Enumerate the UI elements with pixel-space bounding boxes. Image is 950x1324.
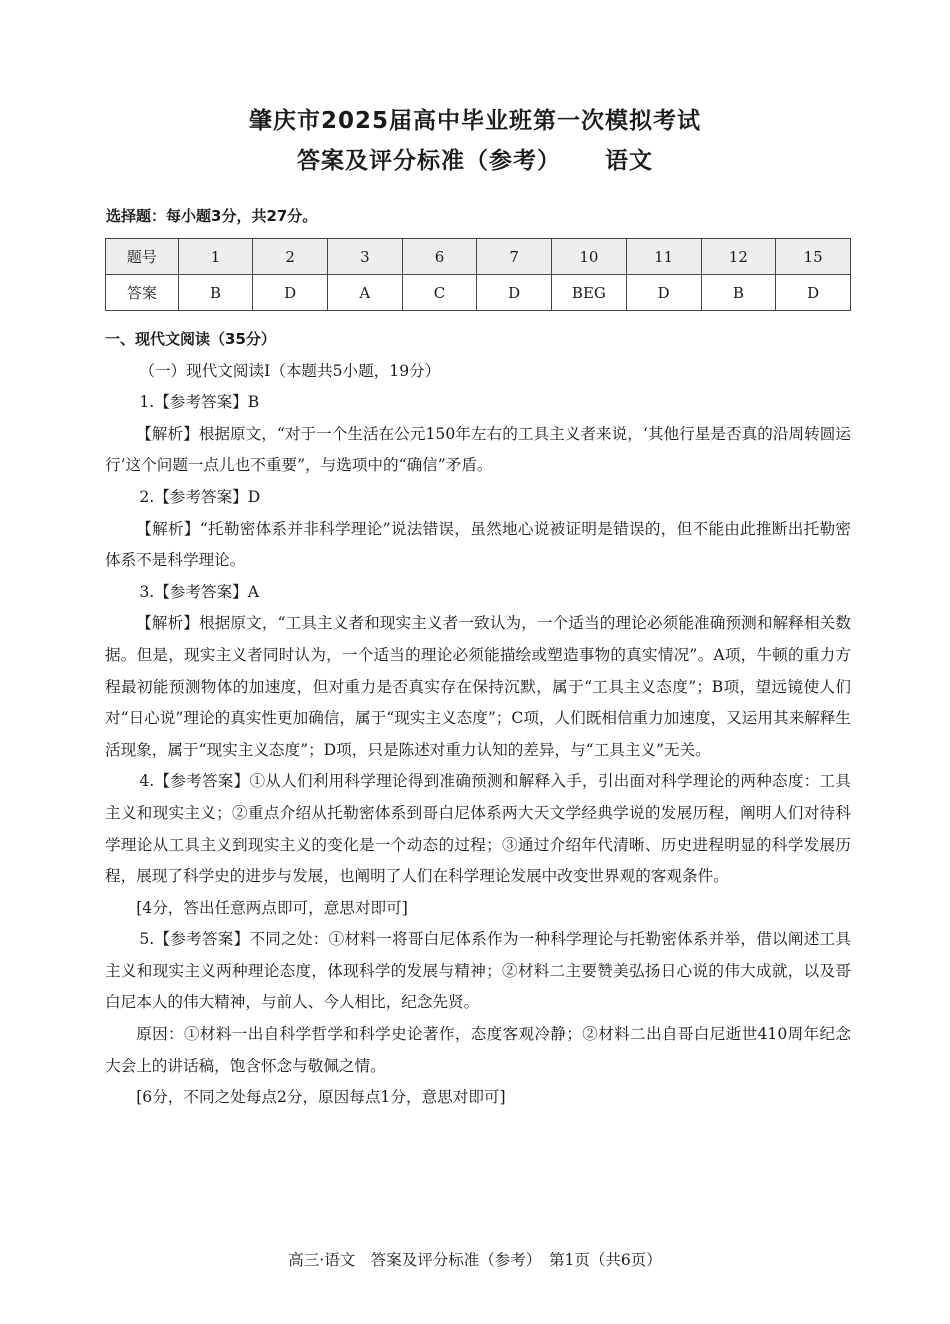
- q2-answer: 2.【参考答案】D: [139, 487, 261, 506]
- question-number-row: [106, 239, 851, 275]
- exam-title: 肇庆市2025届高中毕业班第一次模拟考试: [248, 108, 701, 134]
- question-number: 2: [253, 239, 328, 275]
- answer-row: [106, 275, 851, 311]
- answer-body: [105, 324, 851, 1114]
- question-number: 10: [552, 239, 627, 275]
- question-number: 6: [402, 239, 477, 275]
- subject-label: 语文: [605, 148, 653, 174]
- q3-answer: 3.【参考答案】A: [139, 582, 260, 601]
- answer-cell: D: [776, 275, 851, 311]
- q4-scoring: [4分，答出任意两点即可，意思对即可]: [136, 898, 408, 917]
- subtitle-text: 答案及评分标准（参考）: [297, 148, 561, 174]
- exam-subtitle: [0, 142, 950, 175]
- q2-analysis: 【解析】“托勒密体系并非科学理论”说法错误，虽然地心说被证明是错误的，但不能由此推断出托勒密体系不是科学理论。: [105, 519, 851, 570]
- row-label-answer: 答案: [106, 275, 179, 311]
- q5-scoring: [6分，不同之处每点2分，原因每点1分，意思对即可]: [136, 1088, 506, 1107]
- answer-cell: BEG: [552, 275, 627, 311]
- answer-cell: B: [178, 275, 253, 311]
- question-number: 7: [477, 239, 552, 275]
- q1-answer: 1.【参考答案】B: [139, 393, 260, 412]
- mcq-heading: 选择题：每小题3分，共27分。: [106, 207, 318, 225]
- question-number: 15: [776, 239, 851, 275]
- answer-cell: B: [701, 275, 776, 311]
- answer-cell: C: [402, 275, 477, 311]
- answer-cell: D: [626, 275, 701, 311]
- page-footer: 高三·语文 答案及评分标准（参考） 第1页（共6页）: [288, 1251, 662, 1269]
- question-number: 12: [701, 239, 776, 275]
- question-number: 11: [626, 239, 701, 275]
- answer-cell: D: [253, 275, 328, 311]
- subsection-heading: （一）现代文阅读Ⅰ（本题共5小题，19分）: [139, 361, 441, 380]
- section-heading: 一、现代文阅读（35分）: [105, 330, 276, 348]
- q5-reason: 原因：①材料一出自科学哲学和科学史论著作，态度客观冷静；②材料二出自哥白尼逝世410周年纪念大会上的讲话稿，饱含怀念与敬佩之情。: [105, 1025, 851, 1075]
- q5-answer: 5.【参考答案】不同之处：①材料一将哥白尼体系作为一种科学理论与托勒密体系并举，借以阐述工具主义和现实主义两种理论态度，体现科学的发展与精神；②材料二主要赞美弘扬日心说的伟大成就，以及哥白尼本人的伟大精神，与前人、今人相比，纪念先贤。: [105, 930, 851, 1012]
- question-number: 1: [178, 239, 253, 275]
- row-label-question: 题号: [106, 239, 179, 275]
- q3-analysis: 【解析】根据原文，“工具主义者和现实主义者一致认为，一个适当的理论必须能准确预测和解释相关数据。但是，现实主义者同时认为，一个适当的理论必须能描绘或塑造事物的真实情况”。A项，牛顿的重力方程最初能预测物体的加速度，但对重力是否真实存在保持沉默，属于“工具主义态度”；B项，望远镜使人们对“日心说”理论的真实性更加确信，属于“现实主义态度”；C项，人们既相信重力加速度，又运用其来解释生活现象，属于“现实主义态度”；D项，只是陈述对重力认知的差异，与“工具主义”无关。: [105, 614, 851, 759]
- answer-cell: D: [477, 275, 552, 311]
- q1-analysis: 【解析】根据原文，“对于一个生活在公元150年左右的工具主义者来说，‘其他行星是否真的沿周转圆运行’这个问题一点儿也不重要”，与选项中的“确信”矛盾。: [105, 424, 851, 475]
- question-number: 3: [328, 239, 403, 275]
- answer-table: [105, 238, 851, 311]
- answer-cell: A: [328, 275, 403, 311]
- q4-answer: 4.【参考答案】①从人们利用科学理论得到准确预测和解释入手，引出面对科学理论的两种态度：工具主义和现实主义；②重点介绍从托勒密体系到哥白尼体系两大天文学经典学说的发展历程，阐明人们对待科学理论从工具主义到现实主义的变化是一个动态的过程；③通过介绍年代清晰、历史进程明显的科学发展历程，展现了科学史的进步与发展，也阐明了人们在科学理论发展中改变世界观的客观条件。: [105, 772, 851, 886]
